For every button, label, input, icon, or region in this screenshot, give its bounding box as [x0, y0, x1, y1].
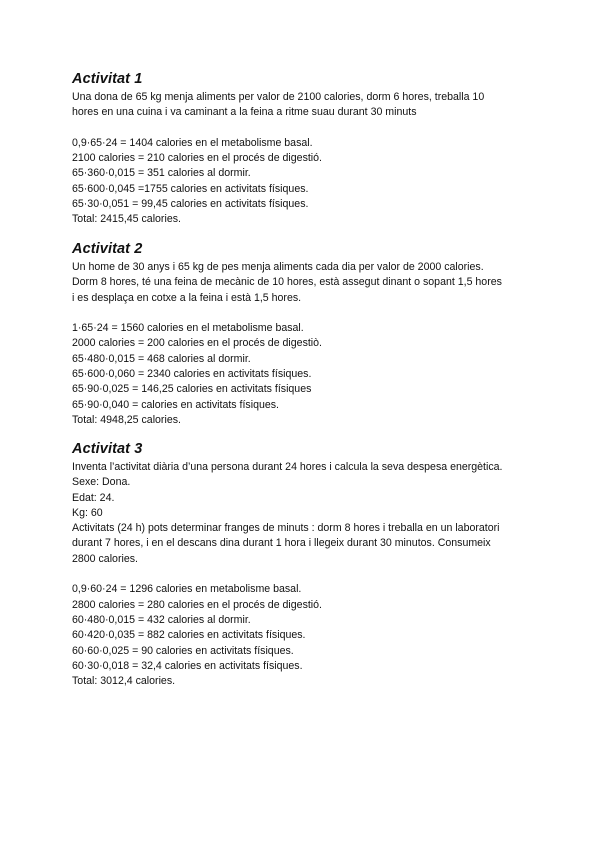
activity-3-total: Total: 3012,4 calories.	[72, 675, 176, 688]
spacer	[72, 121, 532, 136]
activity-1-intro-line: Una dona de 65 kg menja aliments per valor de 2100 calories, dorm 6 hores, treballa 10	[72, 91, 485, 103]
activity-2-calc-line: 65·90·0,025 = 146,25 calories en activitats físiques	[72, 383, 312, 396]
activity-2-calc-line: 65·90·0,040 = calories en activitats físiques.	[72, 398, 279, 411]
activity-3-calc-line: 60·420·0,035 = 882 calories en activitats físiques.	[72, 629, 306, 642]
activity-3-calc-line: 60·30·0,018 = 32,4 calories en activitats físiques.	[72, 659, 303, 672]
activity-3-intro-line: Sexe: Dona.	[72, 476, 131, 489]
activity-1-title: Activitat 1	[72, 71, 143, 87]
activity-3-calc-line: 60·480·0,015 = 432 calories al dormir.	[72, 613, 251, 626]
activity-1-intro-line: hores en una cuina i va caminant a la feina a ritme suau durant 30 minuts	[72, 106, 417, 119]
activity-1-section	[72, 71, 532, 228]
activity-2-calc-line: 1·65·24 = 1560 calories en el metabolisme basal.	[72, 322, 304, 335]
activity-3-intro-line: durant 7 hores, i en el descans dina durant 1 hora i llegeix durant 30 minutos. Consumeix	[72, 537, 491, 550]
activity-2-total: Total: 4948,25 calories.	[72, 413, 181, 426]
activity-1-calc-line: 2100 calories = 210 calories en el procés de digestió.	[72, 152, 322, 165]
activity-2-section	[72, 241, 532, 428]
activity-3-title: Activitat 3	[72, 441, 143, 457]
activity-3-calc-line: 2800 calories = 280 calories en el procés de digestió.	[72, 598, 322, 611]
activity-3-intro-line: Edat: 24.	[72, 491, 115, 504]
activity-3-section	[72, 441, 532, 689]
activity-3-intro-line: 2800 calories.	[72, 552, 138, 565]
activity-2-intro-line: Dorm 8 hores, té una feina de mecànic de 10 hores, està assegut dinant o sopant 1,5 hores	[72, 276, 502, 289]
spacer	[72, 306, 532, 321]
activity-3-intro-line: Activitats (24 h) pots determinar franges de minuts : dorm 8 hores i treballa en un laboratori	[72, 522, 500, 535]
activity-2-calc-line: 65·480·0,015 = 468 calories al dormir.	[72, 352, 251, 365]
activity-1-calc-line: 65·30·0,051 = 99,45 calories en activitats físiques.	[72, 198, 309, 211]
activity-1-total: Total: 2415,45 calories.	[72, 213, 181, 226]
activity-3-calc-line: 60·60·0,025 = 90 calories en activitats físiques.	[72, 644, 294, 657]
activity-1-calc-line: 0,9·65·24 = 1404 calories en el metabolisme basal.	[72, 136, 313, 149]
activity-1-calc-line: 65·600·0,045 =1755 calories en activitats físiques.	[72, 182, 309, 195]
activity-2-title: Activitat 2	[72, 241, 143, 257]
activity-2-intro-line: Un home de 30 anys i 65 kg de pes menja aliments cada dia per valor de 2000 calories.	[72, 261, 484, 273]
activity-2-calc-line: 65·600·0,060 = 2340 calories en activitats físiques.	[72, 368, 312, 381]
activity-2-intro-line: i es desplaça en cotxe a la feina i està 1,5 hores.	[72, 291, 302, 304]
activity-3-calc-line: 0,9·60·24 = 1296 calories en metabolisme basal.	[72, 583, 302, 596]
activity-3-intro-line: Inventa l’activitat diària d’una persona durant 24 hores i calcula la seva despesa energètica.	[72, 461, 503, 473]
activity-1-calc-line: 65·360·0,015 = 351 calories al dormir.	[72, 167, 251, 180]
spacer	[72, 567, 532, 582]
activity-2-calc-line: 2000 calories = 200 calories en el procés de digestiò.	[72, 337, 322, 350]
activity-3-intro-line: Kg: 60	[72, 506, 103, 519]
